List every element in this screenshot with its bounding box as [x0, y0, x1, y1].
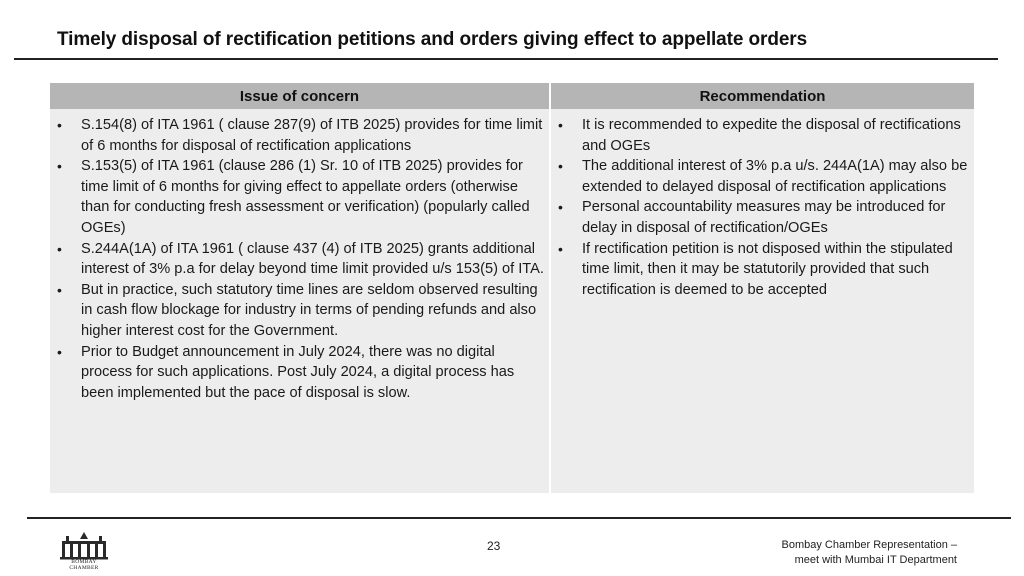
recommendation-item: • It is recommended to expedite the disposal of rectifications and OGEs: [551, 115, 969, 156]
recommendation-item: • The additional interest of 3% p.a u/s. 244A(1A) may also be extended to delayed disposal of rectification applications: [551, 156, 969, 197]
title-divider: [14, 58, 998, 60]
column-header-recommendation: Recommendation: [551, 83, 974, 109]
issue-item: • S.153(5) of ITA 1961 (clause 286 (1) Sr. 10 of ITB 2025) provides for time limit of 6 months for giving effect to appellate orders (otherwise than for conducting fresh assessment or verification) (popularly called OGEs): [50, 156, 544, 238]
issue-item: • S.154(8) of ITA 1961 ( clause 287(9) of ITB 2025) provides for time limit of 6 months for disposal of rectification applications: [50, 115, 544, 156]
column-header-issue: Issue of concern: [50, 83, 549, 109]
page-title: Timely disposal of rectification petitions and orders giving effect to appellate orders: [57, 29, 808, 50]
page-number: 23: [487, 539, 501, 553]
footer-line-2: meet with Mumbai IT Department: [794, 554, 957, 566]
issue-item: • But in practice, such statutory time lines are seldom observed resulting in cash flow blockage for industry in terms of pending refunds and also higher interest cost for the Government.: [50, 280, 544, 342]
issue-list: [50, 115, 544, 403]
footer-divider: [27, 517, 1011, 519]
concern-recommendation-table: [50, 83, 974, 493]
footer-line-1: Bombay Chamber Representation –: [781, 539, 957, 551]
recommendation-item: • If rectification petition is not disposed within the stipulated time limit, then it may be statutorily provided that such rectification is deemed to be accepted: [551, 239, 969, 301]
issue-item: • Prior to Budget announcement in July 2024, there was no digital process for such applications. Post July 2024, a digital process has been implemented but the pace of disposal is slow.: [50, 342, 544, 404]
recommendation-item: • Personal accountability measures may be introduced for delay in disposal of rectification/OGEs: [551, 197, 969, 238]
issue-item: • S.244A(1A) of ITA 1961 ( clause 437 (4) of ITB 2025) grants additional interest of 3% p.a for delay beyond time limit provided u/s 153(5) of ITA.: [50, 239, 544, 280]
footer-caption: [782, 538, 957, 568]
recommendation-list: [551, 115, 969, 300]
logo-wordmark: BOMBAY CHAMBER: [69, 559, 99, 571]
